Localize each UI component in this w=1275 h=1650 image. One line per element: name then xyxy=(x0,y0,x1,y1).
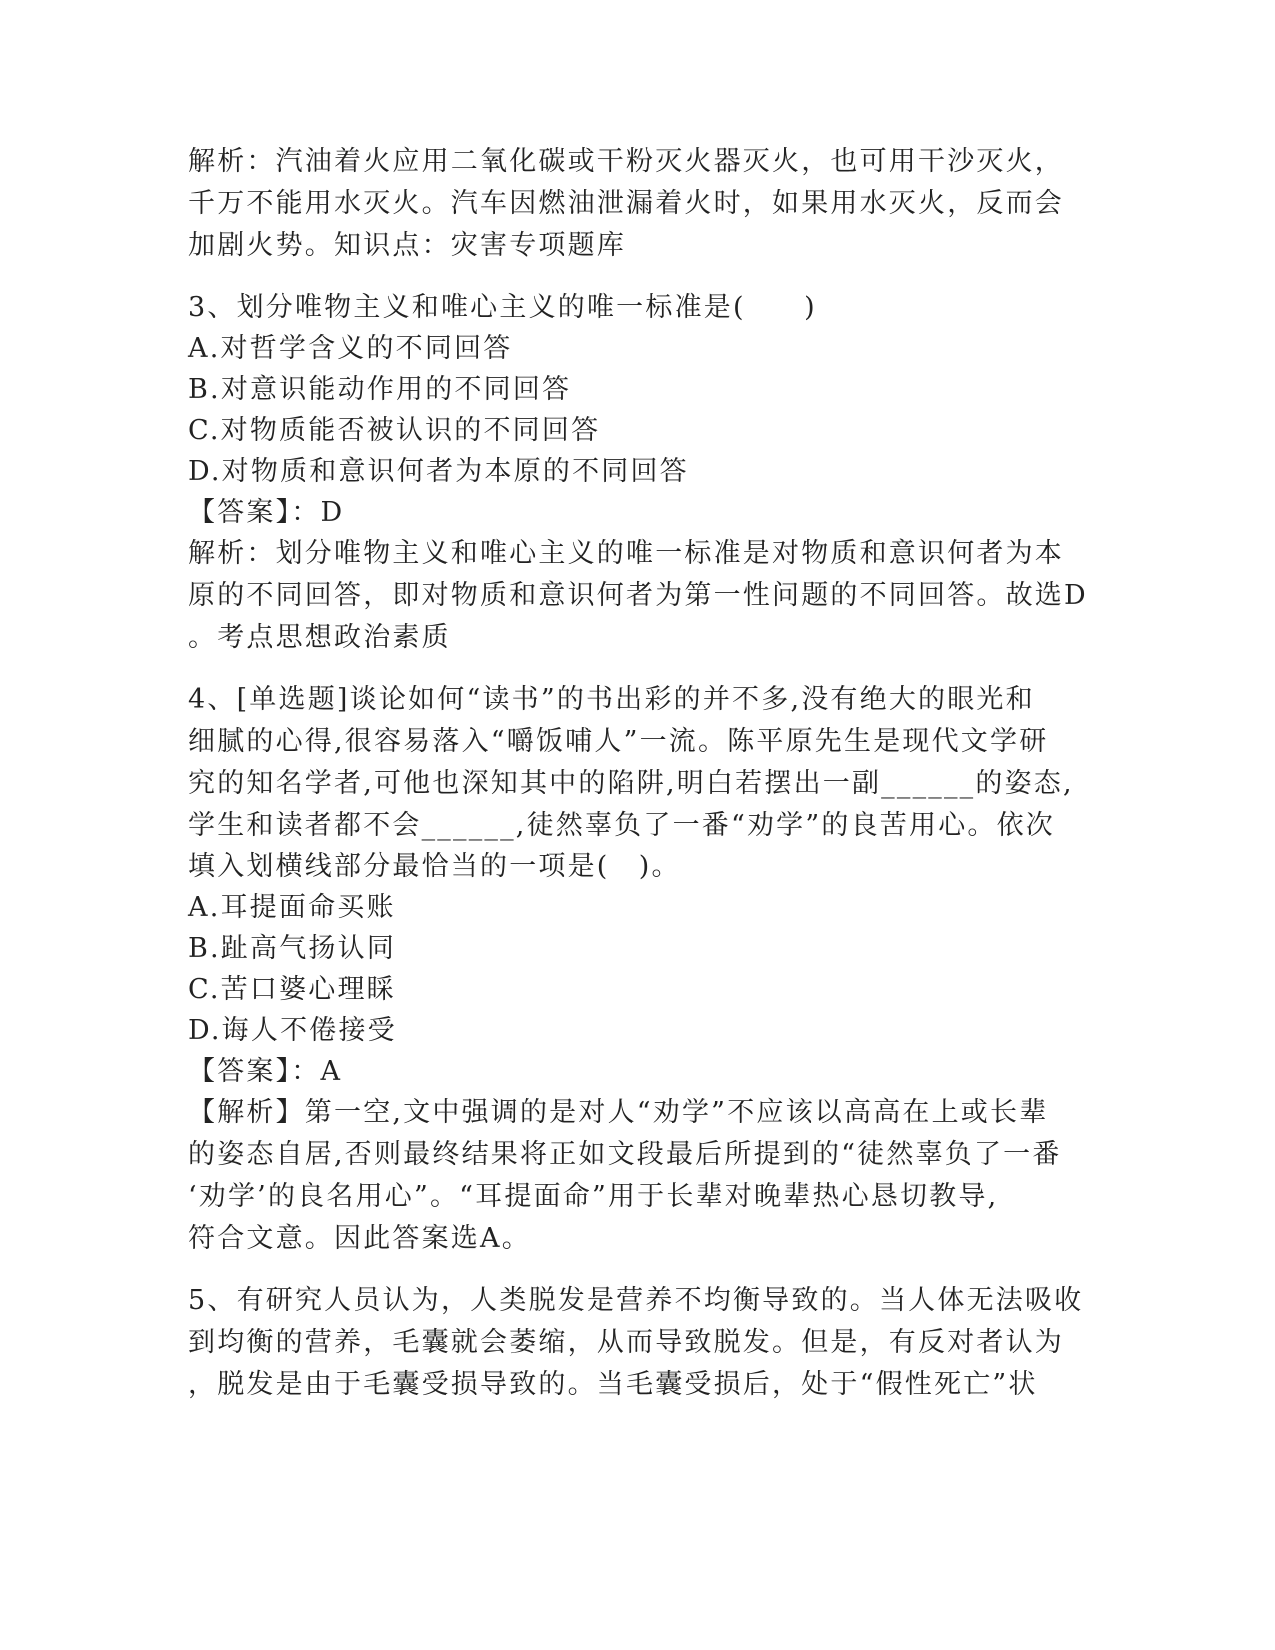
question-4-stem-line: 细腻的心得,很容易落入“嚼饭哺人”一流。陈平原先生是现代文学研 xyxy=(188,726,1049,757)
question-4-explanation-line: ‘劝学’的良名用心”。“耳提面命”用于长辈对晚辈热心恳切教导, xyxy=(188,1181,999,1212)
question-3-option-c: C.对物质能否被认识的不同回答 xyxy=(188,415,601,446)
question-3-explanation-line: 解析：划分唯物主义和唯心主义的唯一标准是对物质和意识何者为本 xyxy=(188,538,1064,569)
question-4-stem-line: 究的知名学者,可他也深知其中的陷阱,明白若摆出一副______的姿态, xyxy=(188,768,1074,799)
question-4-option-b: B.趾高气扬认同 xyxy=(188,933,397,964)
question-3-option-a: A.对哲学含义的不同回答 xyxy=(188,333,513,364)
question-3-option-b: B.对意识能动作用的不同回答 xyxy=(188,374,572,405)
explanation-line: 千万不能用水灭火。汽车因燃油泄漏着火时，如果用水灭火，反而会 xyxy=(188,188,1064,219)
question-4-answer: 【答案】：A xyxy=(188,1056,343,1087)
question-4-option-d: D.诲人不倦接受 xyxy=(188,1015,397,1046)
question-4-stem-line: 学生和读者都不会______,徒然辜负了一番“劝学”的良苦用心。依次 xyxy=(188,810,1055,841)
question-4-explanation-line: 的姿态自居,否则最终结果将正如文段最后所提到的“徒然辜负了一番 xyxy=(188,1139,1062,1170)
question-4-stem-line: 填入划横线部分最恰当的一项是( )。 xyxy=(188,851,681,882)
explanation-line: 解析：汽油着火应用二氧化碳或干粉灭火器灭火，也可用干沙灭火， xyxy=(188,146,1064,177)
question-4-stem-line: 4、[单选题]谈论如何“读书”的书出彩的并不多,没有绝大的眼光和 xyxy=(188,684,1035,715)
question-3-stem: 3、划分唯物主义和唯心主义的唯一标准是( ) xyxy=(188,292,817,323)
question-4-explanation-line: 符合文意。因此答案选A。 xyxy=(188,1223,531,1254)
question-5-stem-line: ，脱发是由于毛囊受损导致的。当毛囊受损后，处于“假性死亡”状 xyxy=(188,1369,1038,1400)
question-5-stem-line: 5、有研究人员认为，人类脱发是营养不均衡导致的。当人体无法吸收 xyxy=(188,1285,1084,1316)
question-4-option-a: A.耳提面命买账 xyxy=(188,892,396,923)
question-4-option-c: C.苦口婆心理睬 xyxy=(188,974,396,1005)
question-4-explanation-line: 【解析】第一空,文中强调的是对人“劝学”不应该以高高在上或长辈 xyxy=(188,1097,1049,1128)
explanation-line: 加剧火势。知识点：灾害专项题库 xyxy=(188,230,626,261)
question-3-explanation-line: 原的不同回答，即对物质和意识何者为第一性问题的不同回答。故选D xyxy=(188,580,1088,611)
question-3-explanation-line: 。考点思想政治素质 xyxy=(188,622,451,653)
question-5-stem-line: 到均衡的营养，毛囊就会萎缩，从而导致脱发。但是，有反对者认为 xyxy=(188,1327,1064,1358)
question-3-option-d: D.对物质和意识何者为本原的不同回答 xyxy=(188,456,689,487)
question-3-answer: 【答案】：D xyxy=(188,497,345,528)
